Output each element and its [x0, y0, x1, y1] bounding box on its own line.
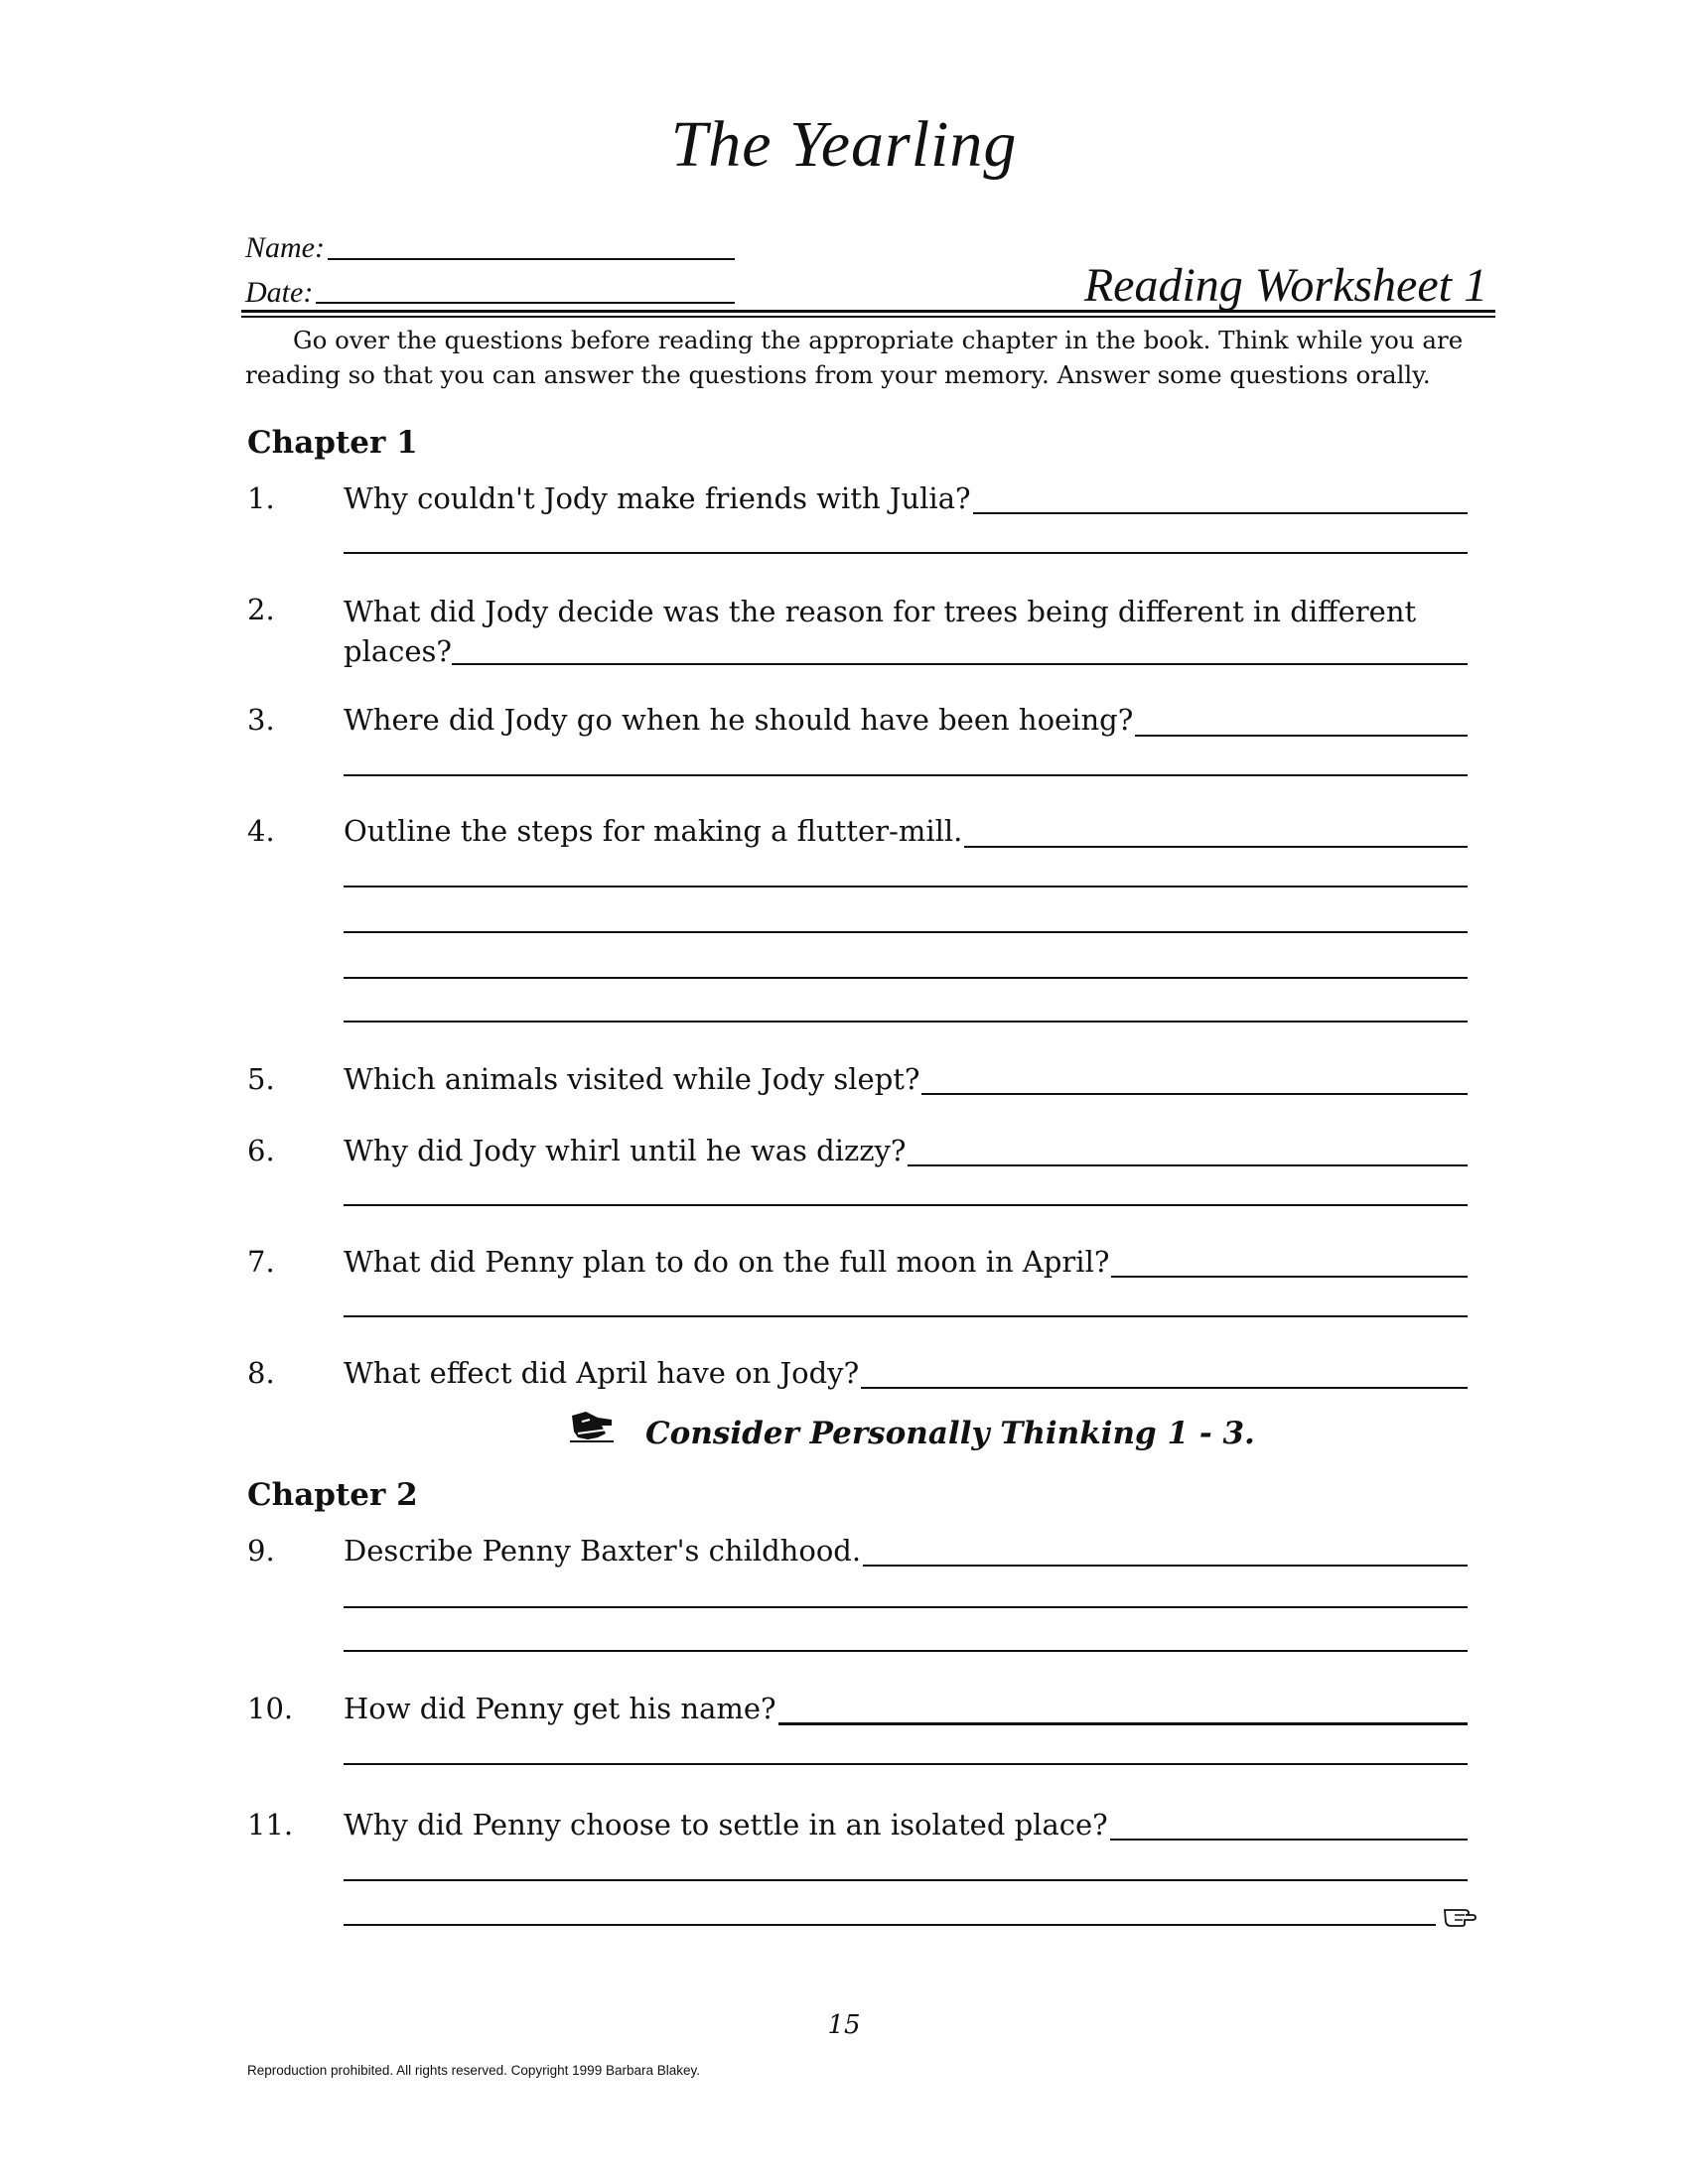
question-text-span: What did Jody decide was the reason for trees being different in different places?: [344, 595, 1417, 668]
question-number: 10.: [247, 1692, 294, 1725]
chapter-2-heading: Chapter 2: [247, 1477, 418, 1513]
question-number: 5.: [247, 1062, 275, 1096]
answer-line[interactable]: [344, 886, 1468, 887]
question-text: What effect did April have on Jody?: [344, 1356, 860, 1390]
answer-line[interactable]: [344, 977, 1468, 979]
question-number: 2.: [247, 593, 275, 626]
date-field-line[interactable]: [316, 302, 735, 304]
question-number: 11.: [247, 1808, 294, 1842]
worksheet-title: Reading Worksheet 1: [1083, 259, 1487, 312]
question-number: 9.: [247, 1534, 275, 1568]
question-text: How did Penny get his name?: [344, 1692, 776, 1725]
answer-line[interactable]: [344, 1879, 1468, 1881]
instructions-line-2: reading so that you can answer the questions from your memory. Answer some questions orally.: [245, 360, 1431, 389]
question-number: 8.: [247, 1356, 275, 1390]
answer-line[interactable]: [344, 1606, 1468, 1608]
question-text: Why did Jody whirl until he was dizzy?: [344, 1134, 907, 1167]
answer-line[interactable]: [344, 1650, 1468, 1652]
date-label: Date:: [245, 276, 314, 309]
header-rule-top: [241, 310, 1495, 313]
question-number: 4.: [247, 814, 275, 848]
page-number: 15: [827, 2010, 861, 2040]
consider-note: Consider Personally Thinking 1 - 3.: [645, 1416, 1255, 1451]
page-title: The Yearling: [670, 108, 1018, 181]
name-field-line[interactable]: [328, 258, 735, 260]
answer-line[interactable]: [344, 931, 1468, 933]
question-text: Outline the steps for making a flutter-mill.: [344, 814, 963, 848]
question-number: 6.: [247, 1134, 275, 1167]
header-rule-bottom: [241, 316, 1495, 318]
question-text: Where did Jody go when he should have been hoeing?: [344, 703, 1134, 737]
answer-line[interactable]: [344, 1021, 1468, 1023]
writing-hand-icon: [568, 1408, 616, 1443]
question-text: [344, 592, 1492, 671]
answer-line[interactable]: [344, 1204, 1468, 1206]
question-text: Which animals visited while Jody slept?: [344, 1062, 920, 1096]
question-text: Why did Penny choose to settle in an isolated place?: [344, 1808, 1108, 1842]
question-text: Describe Penny Baxter's childhood.: [344, 1534, 862, 1568]
pointing-hand-icon: [1443, 1904, 1478, 1928]
instructions-line-1: Go over the questions before reading the appropriate chapter in the book. Think while you are: [293, 326, 1464, 354]
answer-line[interactable]: [344, 1924, 1436, 1926]
answer-line[interactable]: [344, 1763, 1468, 1765]
instructions: [245, 323, 1496, 392]
question-number: 3.: [247, 703, 275, 737]
answer-line[interactable]: [344, 552, 1468, 554]
answer-line[interactable]: [344, 774, 1468, 776]
question-number: 7.: [247, 1245, 275, 1279]
answer-line[interactable]: [344, 1315, 1468, 1317]
name-label: Name:: [245, 231, 325, 264]
question-number: 1.: [247, 481, 275, 515]
copyright-notice: Reproduction prohibited. All rights reserved. Copyright 1999 Barbara Blakey.: [247, 2063, 701, 2078]
question-text: Why couldn't Jody make friends with Julia?: [344, 481, 971, 515]
chapter-1-heading: Chapter 1: [247, 425, 418, 461]
question-text: What did Penny plan to do on the full moon in April?: [344, 1245, 1110, 1279]
